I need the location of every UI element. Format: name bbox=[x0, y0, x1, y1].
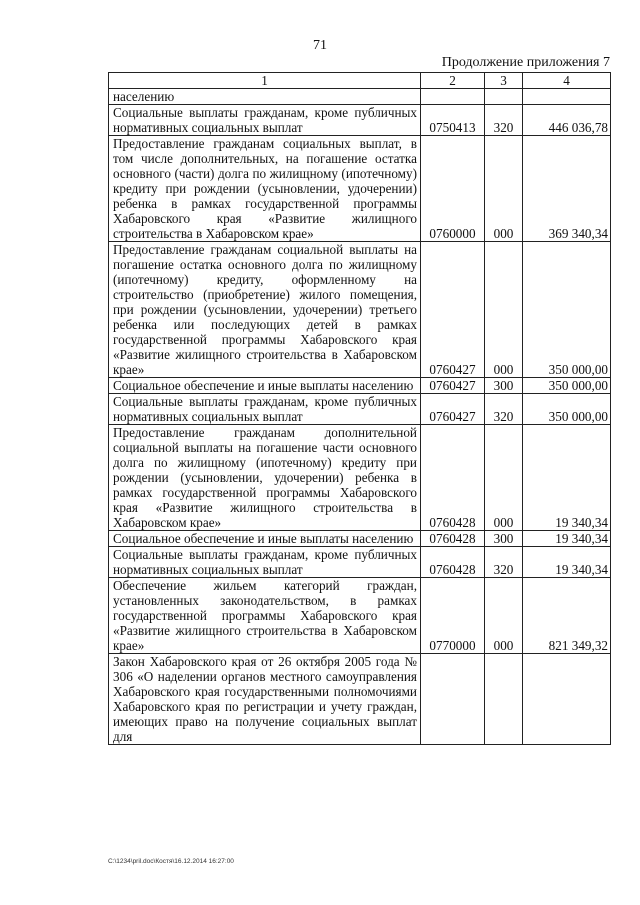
page-number: 71 bbox=[313, 38, 327, 53]
table-row bbox=[109, 136, 611, 242]
cell-amount: 350 000,00 bbox=[523, 242, 611, 378]
cell-name: Социальные выплаты гражданам, кроме публичных нормативных социальных выплат bbox=[109, 394, 421, 425]
table-row bbox=[109, 105, 611, 136]
table-row bbox=[109, 547, 611, 578]
cell-vr: 300 bbox=[485, 531, 523, 547]
cell-amount: 821 349,32 bbox=[523, 578, 611, 654]
cell-name: Социальное обеспечение и иные выплаты населению bbox=[109, 531, 421, 547]
cell-vr bbox=[485, 89, 523, 105]
cell-amount bbox=[523, 89, 611, 105]
cell-vr: 320 bbox=[485, 547, 523, 578]
cell-name: Предоставление гражданам социальных выплат, в том числе дополнительных, на погашение остатка основного (части) долга по жилищному (ипотечному) кредиту при рождении (усыновлении, удочерении) ребенка в рамках государственной программы Хабаровского края «Развитие жилищного строительства в Хабаровском крае» bbox=[109, 136, 421, 242]
budget-table bbox=[108, 72, 611, 745]
table-row bbox=[109, 242, 611, 378]
cell-vr: 000 bbox=[485, 136, 523, 242]
table-row bbox=[109, 378, 611, 394]
cell-name: Социальные выплаты гражданам, кроме публичных нормативных социальных выплат bbox=[109, 547, 421, 578]
header-cell-3: 3 bbox=[485, 73, 523, 89]
cell-code: 0760428 bbox=[421, 547, 485, 578]
cell-vr: 320 bbox=[485, 105, 523, 136]
cell-amount: 350 000,00 bbox=[523, 378, 611, 394]
cell-vr: 300 bbox=[485, 378, 523, 394]
cell-vr: 000 bbox=[485, 242, 523, 378]
table-row bbox=[109, 654, 611, 745]
cell-amount: 19 340,34 bbox=[523, 425, 611, 531]
cell-code bbox=[421, 89, 485, 105]
cell-vr bbox=[485, 654, 523, 745]
cell-vr: 000 bbox=[485, 425, 523, 531]
cell-name: населению bbox=[109, 89, 421, 105]
continuation-caption: Продолжение приложения 7 bbox=[441, 55, 610, 70]
table-row bbox=[109, 89, 611, 105]
table-row bbox=[109, 578, 611, 654]
cell-amount: 369 340,34 bbox=[523, 136, 611, 242]
cell-name: Предоставление гражданам дополнительной социальной выплаты на погашение части основного долга по жилищному (ипотечному) кредиту при рождении (усыновлении, удочерении) ребенка в рамках государственной программы Хабаровского края «Развитие жилищного строительства в Хабаровском крае» bbox=[109, 425, 421, 531]
cell-amount: 19 340,34 bbox=[523, 547, 611, 578]
cell-vr: 000 bbox=[485, 578, 523, 654]
cell-name: Социальные выплаты гражданам, кроме публичных нормативных социальных выплат bbox=[109, 105, 421, 136]
header-cell-4: 4 bbox=[523, 73, 611, 89]
table-row bbox=[109, 425, 611, 531]
file-path-footer: C:\1234\pril.doc\Костя\16.12.2014 16:27:00 bbox=[108, 858, 234, 865]
cell-code: 0760428 bbox=[421, 531, 485, 547]
cell-code: 0760427 bbox=[421, 394, 485, 425]
cell-code: 0760427 bbox=[421, 242, 485, 378]
cell-name: Закон Хабаровского края от 26 октября 2005 года № 306 «О наделении органов местного самоуправления Хабаровского края государственными полномочиями Хабаровского края по регистрации и учету граждан, имеющих право на получение социальных выплат для bbox=[109, 654, 421, 745]
table-header-row bbox=[109, 73, 611, 89]
cell-code: 0760428 bbox=[421, 425, 485, 531]
table-body bbox=[109, 89, 611, 745]
header-cell-1: 1 bbox=[109, 73, 421, 89]
cell-amount: 19 340,34 bbox=[523, 531, 611, 547]
cell-amount: 446 036,78 bbox=[523, 105, 611, 136]
cell-code: 0750413 bbox=[421, 105, 485, 136]
cell-name: Предоставление гражданам социальной выплаты на погашение остатка основного долга по жилищному (ипотечному) кредиту, оформленному на строительство (приобретение) жилого помещения, при рождении (усыновлении, удочерении) третьего ребенка или последующих детей в рамках государственной программы Хабаровского края «Развитие жилищного строительства в Хабаровском крае» bbox=[109, 242, 421, 378]
cell-code bbox=[421, 654, 485, 745]
table-row bbox=[109, 531, 611, 547]
cell-amount bbox=[523, 654, 611, 745]
header-cell-2: 2 bbox=[421, 73, 485, 89]
table-row bbox=[109, 394, 611, 425]
cell-name: Социальное обеспечение и иные выплаты населению bbox=[109, 378, 421, 394]
cell-code: 0760427 bbox=[421, 378, 485, 394]
cell-name: Обеспечение жильем категорий граждан, установленных законодательством, в рамках государственной программы Хабаровского края «Развитие жилищного строительства в Хабаровском крае» bbox=[109, 578, 421, 654]
cell-amount: 350 000,00 bbox=[523, 394, 611, 425]
cell-code: 0770000 bbox=[421, 578, 485, 654]
cell-vr: 320 bbox=[485, 394, 523, 425]
cell-code: 0760000 bbox=[421, 136, 485, 242]
